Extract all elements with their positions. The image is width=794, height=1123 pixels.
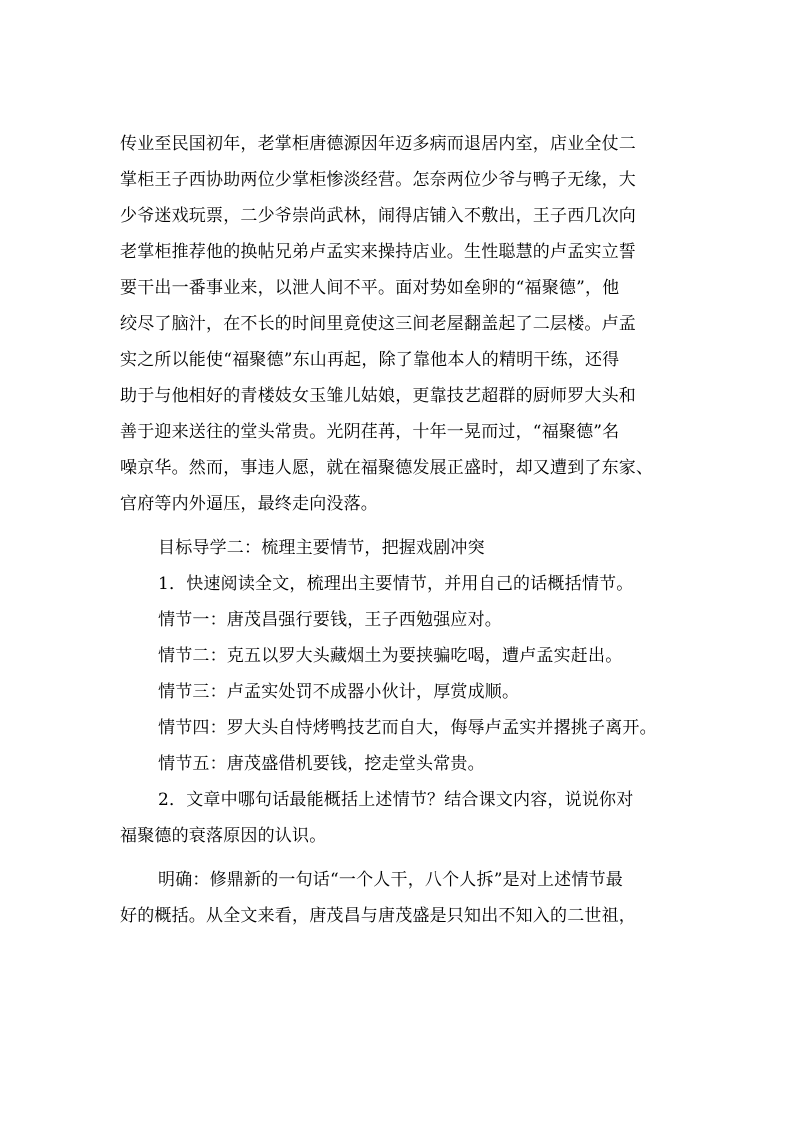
- text-line: 善于迎来送往的堂头常贵。光阴荏苒，十年一晃而过，“福聚德”名: [120, 422, 620, 442]
- text-line: 明确：修鼎新的一句话“一个人干，八个人拆”是对上述情节最: [158, 870, 623, 890]
- question-1: 1．快速阅读全文，梳理出主要情节，并用自己的话概括情节。: [158, 574, 634, 594]
- text-line: 福聚德的衰落原因的认识。: [120, 826, 327, 846]
- text-line: 官府等内外逼压，最终走向没落。: [120, 494, 378, 514]
- spacer: [120, 522, 680, 530]
- plot-item: 情节二：克五以罗大头藏烟土为要挟骗吃喝，遭卢孟实赶出。: [158, 646, 623, 666]
- document-body: [120, 126, 680, 934]
- text-line: 实之所以能使“福聚德”东山再起，除了靠他本人的精明干练，还得: [120, 350, 620, 370]
- plot-item: 情节四：罗大头自恃烤鸭技艺而自大，侮辱卢孟实并撂挑子离开。: [158, 718, 657, 738]
- text-line: 助于与他相好的青楼妓女玉雏儿姑娘，更靠技艺超群的厨师罗大头和: [120, 386, 636, 406]
- text-line: 要干出一番事业来，以泄人间不平。面对势如垒卵的“福聚德”，他: [120, 278, 620, 298]
- text-line: 噪京华。然而，事违人愿，就在福聚德发展正盛时，却又遭到了东家、: [120, 458, 654, 478]
- plot-list: [120, 602, 680, 782]
- text-line: 好的概括。从全文来看，唐茂昌与唐茂盛是只知出不知入的二世祖，: [120, 906, 636, 926]
- text-line: 掌柜王子西协助两位少掌柜惨淡经营。怎奈两位少爷与鸭子无缘，大: [120, 170, 636, 190]
- text-line: 绞尽了脑汁，在不长的时间里竟使这三间老屋翻盖起了二层楼。卢孟: [120, 314, 636, 334]
- intro-paragraph: [120, 126, 680, 522]
- plot-item: 情节五：唐茂盛借机要钱，挖走堂头常贵。: [158, 754, 485, 774]
- text-line: 少爷迷戏玩票，二少爷崇尚武林，闹得店铺入不敷出，王子西几次向: [120, 206, 636, 226]
- text-line: 老掌柜推荐他的换帖兄弟卢孟实来操持店业。生性聪慧的卢孟实立誓: [120, 242, 636, 262]
- text-line: 2．文章中哪句话最能概括上述情节？结合课文内容，说说你对: [158, 790, 634, 810]
- answer-paragraph: [120, 862, 680, 934]
- plot-item: 情节一：唐茂昌强行要钱，王子西勉强应对。: [158, 610, 502, 630]
- spacer: [120, 854, 680, 862]
- text-line: 传业至民国初年，老掌柜唐德源因年迈多病而退居内室，店业全仗二: [120, 134, 636, 154]
- plot-item: 情节三：卢孟实处罚不成器小伙计，厚赏成顺。: [158, 682, 520, 702]
- section-heading: 目标导学二：梳理主要情节，把握戏剧冲突: [158, 538, 485, 558]
- question-2: [120, 782, 680, 854]
